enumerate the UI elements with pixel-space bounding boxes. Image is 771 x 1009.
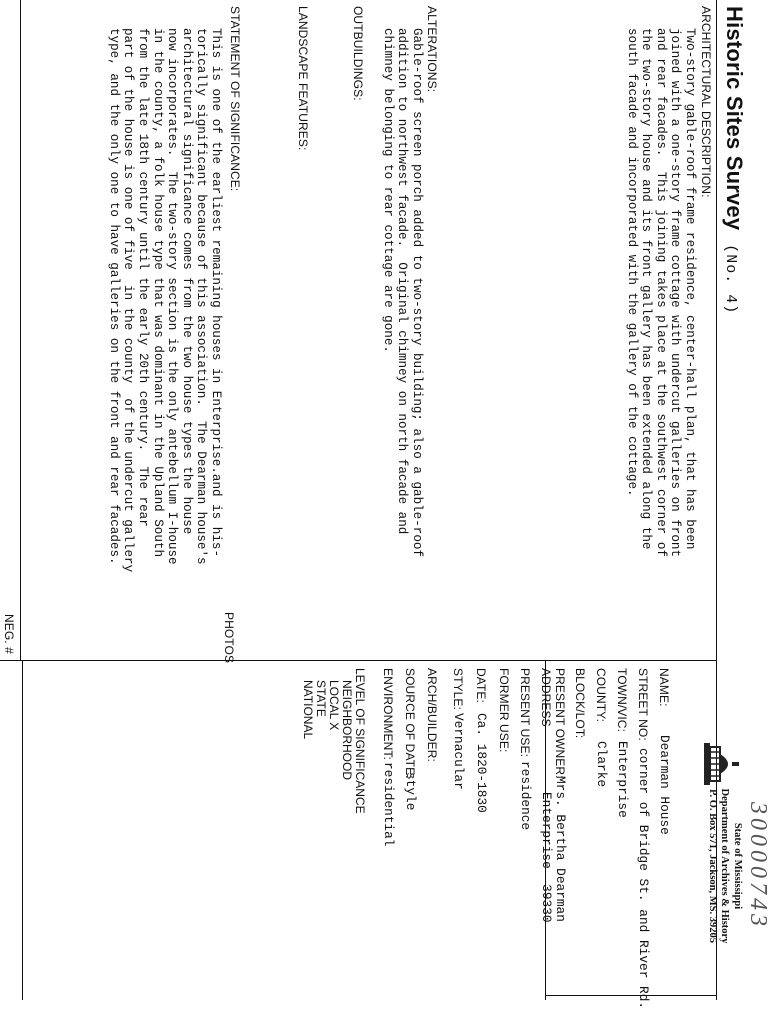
outbuildings-label: OUTBUILDINGS: <box>351 6 365 101</box>
statement-of-significance-text: This is one of the earliest remaining houses in Enterprise.and is his- torically significant because of this association. The Dearman house's architectural significance comes from the two house types the house now incorporates. The two-story section is the only antebellum I-house in the county, a folk house type that was dominant in the Upland South from the late 18th century until the early 20th century. The rear part of the house is one of five in the county of the undercut gallery type, and the only one to have galleries on the front and rear facades. <box>106 28 223 573</box>
present-owner-value: Mrs. Bertha Dearman <box>553 776 568 922</box>
date-value: Ca. 1820-1830 <box>474 713 489 813</box>
level-neighborhood: NEIGHBORHOOD <box>340 680 354 781</box>
capitol-building-icon <box>701 740 741 788</box>
source-of-date-label: SOURCE OF DATE: <box>403 668 417 779</box>
address-label: ADDRESS <box>539 668 553 727</box>
present-use-value: residence <box>518 761 533 831</box>
column-divider <box>0 660 717 661</box>
neg-rule <box>22 660 23 1000</box>
style-label: STYLE: <box>451 668 465 710</box>
environment-label: ENVIRONMENT: <box>381 668 395 760</box>
agency-state: State of Mississippi <box>732 822 743 910</box>
block-lot-label: BLOCK/LOT: <box>573 668 587 739</box>
name-label: NAME: <box>657 668 671 707</box>
present-owner-label: PRESENT OWNER: <box>553 668 567 779</box>
landscape-features-label: LANDSCAPE FEATURES: <box>296 6 310 151</box>
level-local: LOCAL X <box>327 680 341 731</box>
date-label: DATE: <box>474 668 488 703</box>
agency-department: Department of Archives & History <box>719 788 731 944</box>
street-label: STREET NO: <box>636 668 650 741</box>
form-title-text: Historic Sites Survey <box>722 6 747 231</box>
arch-builder-label: ARCH/BUILDER: <box>425 668 439 762</box>
architectural-description-label: ARCHITECTURAL DESCRIPTION: <box>699 6 713 198</box>
style-value: Vernacular <box>451 713 466 790</box>
level-state: STATE <box>314 680 328 717</box>
left-bottom-rule <box>20 0 21 660</box>
statement-of-significance-label: STATEMENT OF SIGNIFICANCE: <box>228 6 242 192</box>
neg-number-label: NEG. # <box>2 614 16 654</box>
photos-label: PHOTOS <box>222 612 236 664</box>
county-value: Clarke <box>594 741 609 788</box>
architectural-description-text: Two-story gable-roof frame residence, center-hall plan, that has been joined with a one-story frame cottage with undercut galleries on front and rear facades. This joining takes place at the southwest corner of the two-story house and its front gallery has been extended along the south facade and incorporated with the gallery of the cottage. <box>624 28 697 558</box>
alterations-text: Gable-roof screen porch added to two-story building; also a gable-roof addition to northwest facade. Original chimney on north facade and chimney belonging to rear cottage are gone. <box>380 28 424 558</box>
accession-stamp: 30000743 <box>745 802 771 930</box>
source-of-date-value: style <box>403 772 418 811</box>
agency-block <box>691 732 771 1000</box>
survey-number: (No. 4) <box>722 244 739 315</box>
former-use-label: FORMER USE: <box>497 668 511 753</box>
form-title <box>721 6 747 314</box>
level-national: NATIONAL <box>301 680 315 740</box>
alterations-label: ALTERATIONS: <box>425 6 439 93</box>
level-of-significance-label: LEVEL OF SIGNIFICANCE <box>353 668 367 814</box>
street-value: corner of Bridge St. and River Rd. <box>636 748 651 1009</box>
town-label: TOWN/VIC: <box>615 668 629 733</box>
town-value: Enterprise <box>615 741 630 818</box>
agency-po-box: P. O. Box 571, Jackson, MS. 39205 <box>707 789 718 943</box>
name-value: Dearman House <box>657 735 672 835</box>
address-value: Enterprise 39330 <box>539 792 554 923</box>
present-use-label: PRESENT USE: <box>518 668 532 758</box>
county-label: COUNTY: <box>594 668 608 723</box>
environment-value: residential <box>381 762 396 847</box>
